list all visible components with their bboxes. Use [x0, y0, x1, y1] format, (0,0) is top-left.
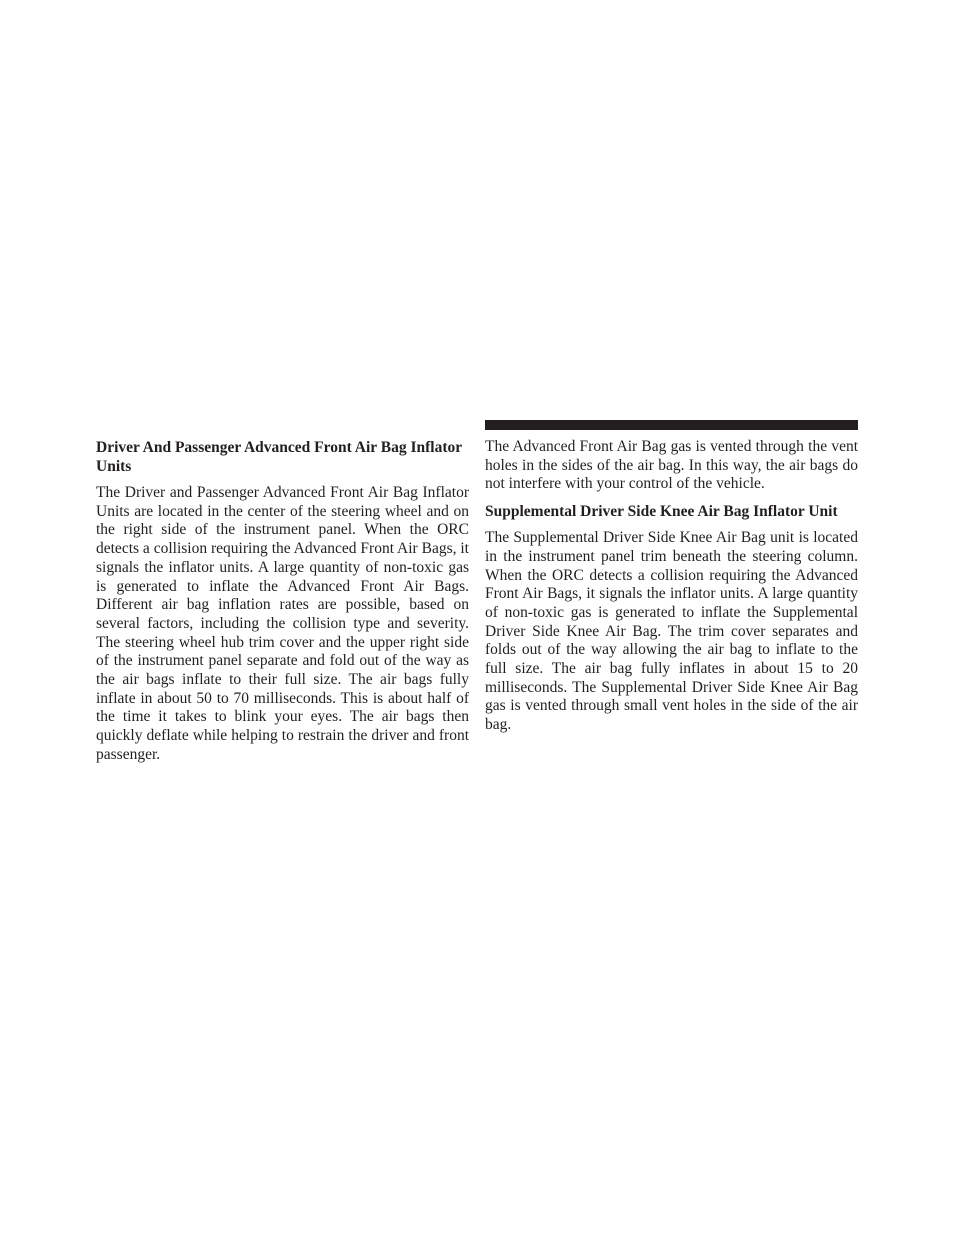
left-column [96, 438, 469, 773]
section-rule [485, 420, 858, 430]
section-heading-front-inflator: Driver And Passenger Advanced Front Air Bag Inflator Units [96, 439, 462, 475]
paragraph-vent-holes: The Advanced Front Air Bag gas is vented through the vent holes in the sides of the air bag. In this way, the air bags do not interfere with your control of the vehicle. [485, 438, 858, 493]
section-heading-knee-inflator: Supplemental Driver Side Knee Air Bag Inflator Unit [485, 503, 838, 521]
paragraph-knee-inflator: The Supplemental Driver Side Knee Air Bag unit is located in the instrument panel trim beneath the steering column. When the ORC detects a collision requiring the Advanced Front Air Bags, it signals the inflator units. A large quantity of non-toxic gas is generated to inflate the Supplemental Driver Side Knee Air Bag. The trim cover separates and folds out of the way allowing the air bag to inflate to the full size. The air bag fully inflates in about 15 to 20 milliseconds. The Supplemental Driver Side Knee Air Bag gas is vented through small vent holes in the side of the air bag. [485, 529, 858, 734]
right-column [485, 438, 858, 743]
paragraph-front-inflator: The Driver and Passenger Advanced Front Air Bag Inflator Units are located in the center of the steering wheel and on the right side of the instrument panel. When the ORC detects a collision requiring the Advanced Front Air Bags, it signals the inflator units. A large quantity of non-toxic gas is generated to inflate the Advanced Front Air Bags. Different air bag inflation rates are possible, based on several factors, including the collision type and severity. The steering wheel hub trim cover and the upper right side of the instrument panel separate and fold out of the way as the air bags inflate to their full size. The air bags fully inflate in about 50 to 70 milliseconds. This is about half of the time it takes to blink your eyes. The air bags then quickly deflate while helping to restrain the driver and front passenger. [96, 484, 469, 763]
